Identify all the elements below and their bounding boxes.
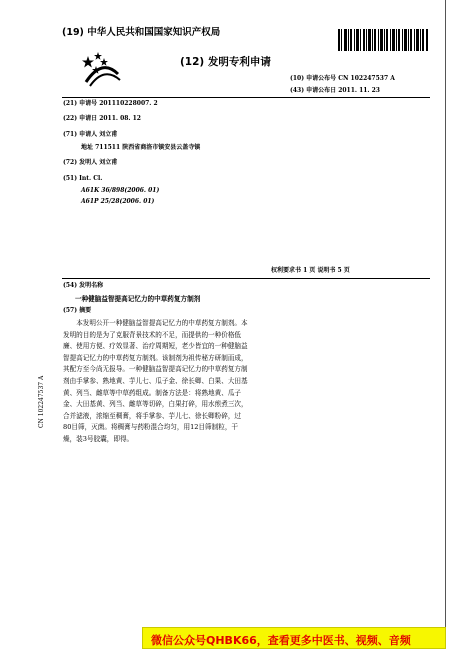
publication-number: (10) 申请公布号 CN 102247537 A (290, 75, 395, 82)
barcode (338, 29, 428, 51)
abstract-body (63, 318, 248, 446)
abstract-text: 本发明公开一种健脑益智提高记忆力的中草药复方制剂。本发明的目的是为了克服背景技术的不足，而提供的一种价格低廉、使用方便、疗效显著、治疗周期短，老少皆宜的一种健脑益智提高记忆力的中草药复方制剂。该制剂为祖传秘方研制而成，其配方至今尚无报导。一种健脑益智提高记忆力的中草药复方制剂由手掌参、熟地黄、芋儿七、瓜子金、徐长卿、白果、大田基黄、列当、雌草等中草药组成。制备方法是：将熟地黄、瓜子金、大田基黄、列当、雌草等切碎，白果打碎，用水煎煮三次，合并滤液，浓缩至稠膏，将手掌参、芋儿七、徐长卿粉碎，过80目筛，灭菌。将稠膏与药粉混合均匀，用12目筛制粒，干燥，装3号胶囊，即得。 (63, 319, 248, 443)
application-date: (22) 申请日 2011. 08. 12 (63, 115, 141, 122)
office-name: (19) 中华人民共和国国家知识产权局 (62, 27, 221, 38)
publication-date: (43) 申请公布日 2011. 11. 23 (290, 87, 380, 94)
header-divider (62, 97, 430, 98)
title-label: (54) 发明名称 (63, 282, 104, 289)
int-cl-label: (51) Int. Cl. (63, 175, 103, 182)
abstract-label: (57) 摘要 (63, 307, 92, 314)
inventor: (72) 发明人 刘立甫 (63, 159, 118, 166)
application-number: (21) 申请号 201110228007. 2 (63, 100, 158, 107)
footer-banner (142, 627, 446, 649)
document-kind: (12) 发明专利申请 (180, 56, 271, 68)
footer-text: 微信公众号QHBK66，查看更多中医书、视频、音频 (151, 634, 411, 647)
page-count-info: 权利要求书 1 页 说明书 5 页 (271, 267, 350, 274)
side-publication-number: CN 102247537 A (38, 375, 45, 428)
cnipa-emblem-icon (82, 52, 122, 88)
int-cl-code-2: A61P 25/28(2006. 01) (81, 198, 155, 205)
applicant: (71) 申请人 刘立甫 (63, 131, 118, 138)
section-divider (62, 278, 430, 279)
applicant-address: 地址 711511 陕西省商洛市镇安县云盖寺镇 (81, 144, 201, 151)
int-cl-code-1: A61K 36/898(2006. 01) (81, 187, 160, 194)
page-border (445, 0, 446, 628)
invention-title: 一种健脑益智提高记忆力的中草药复方制剂 (75, 295, 201, 303)
